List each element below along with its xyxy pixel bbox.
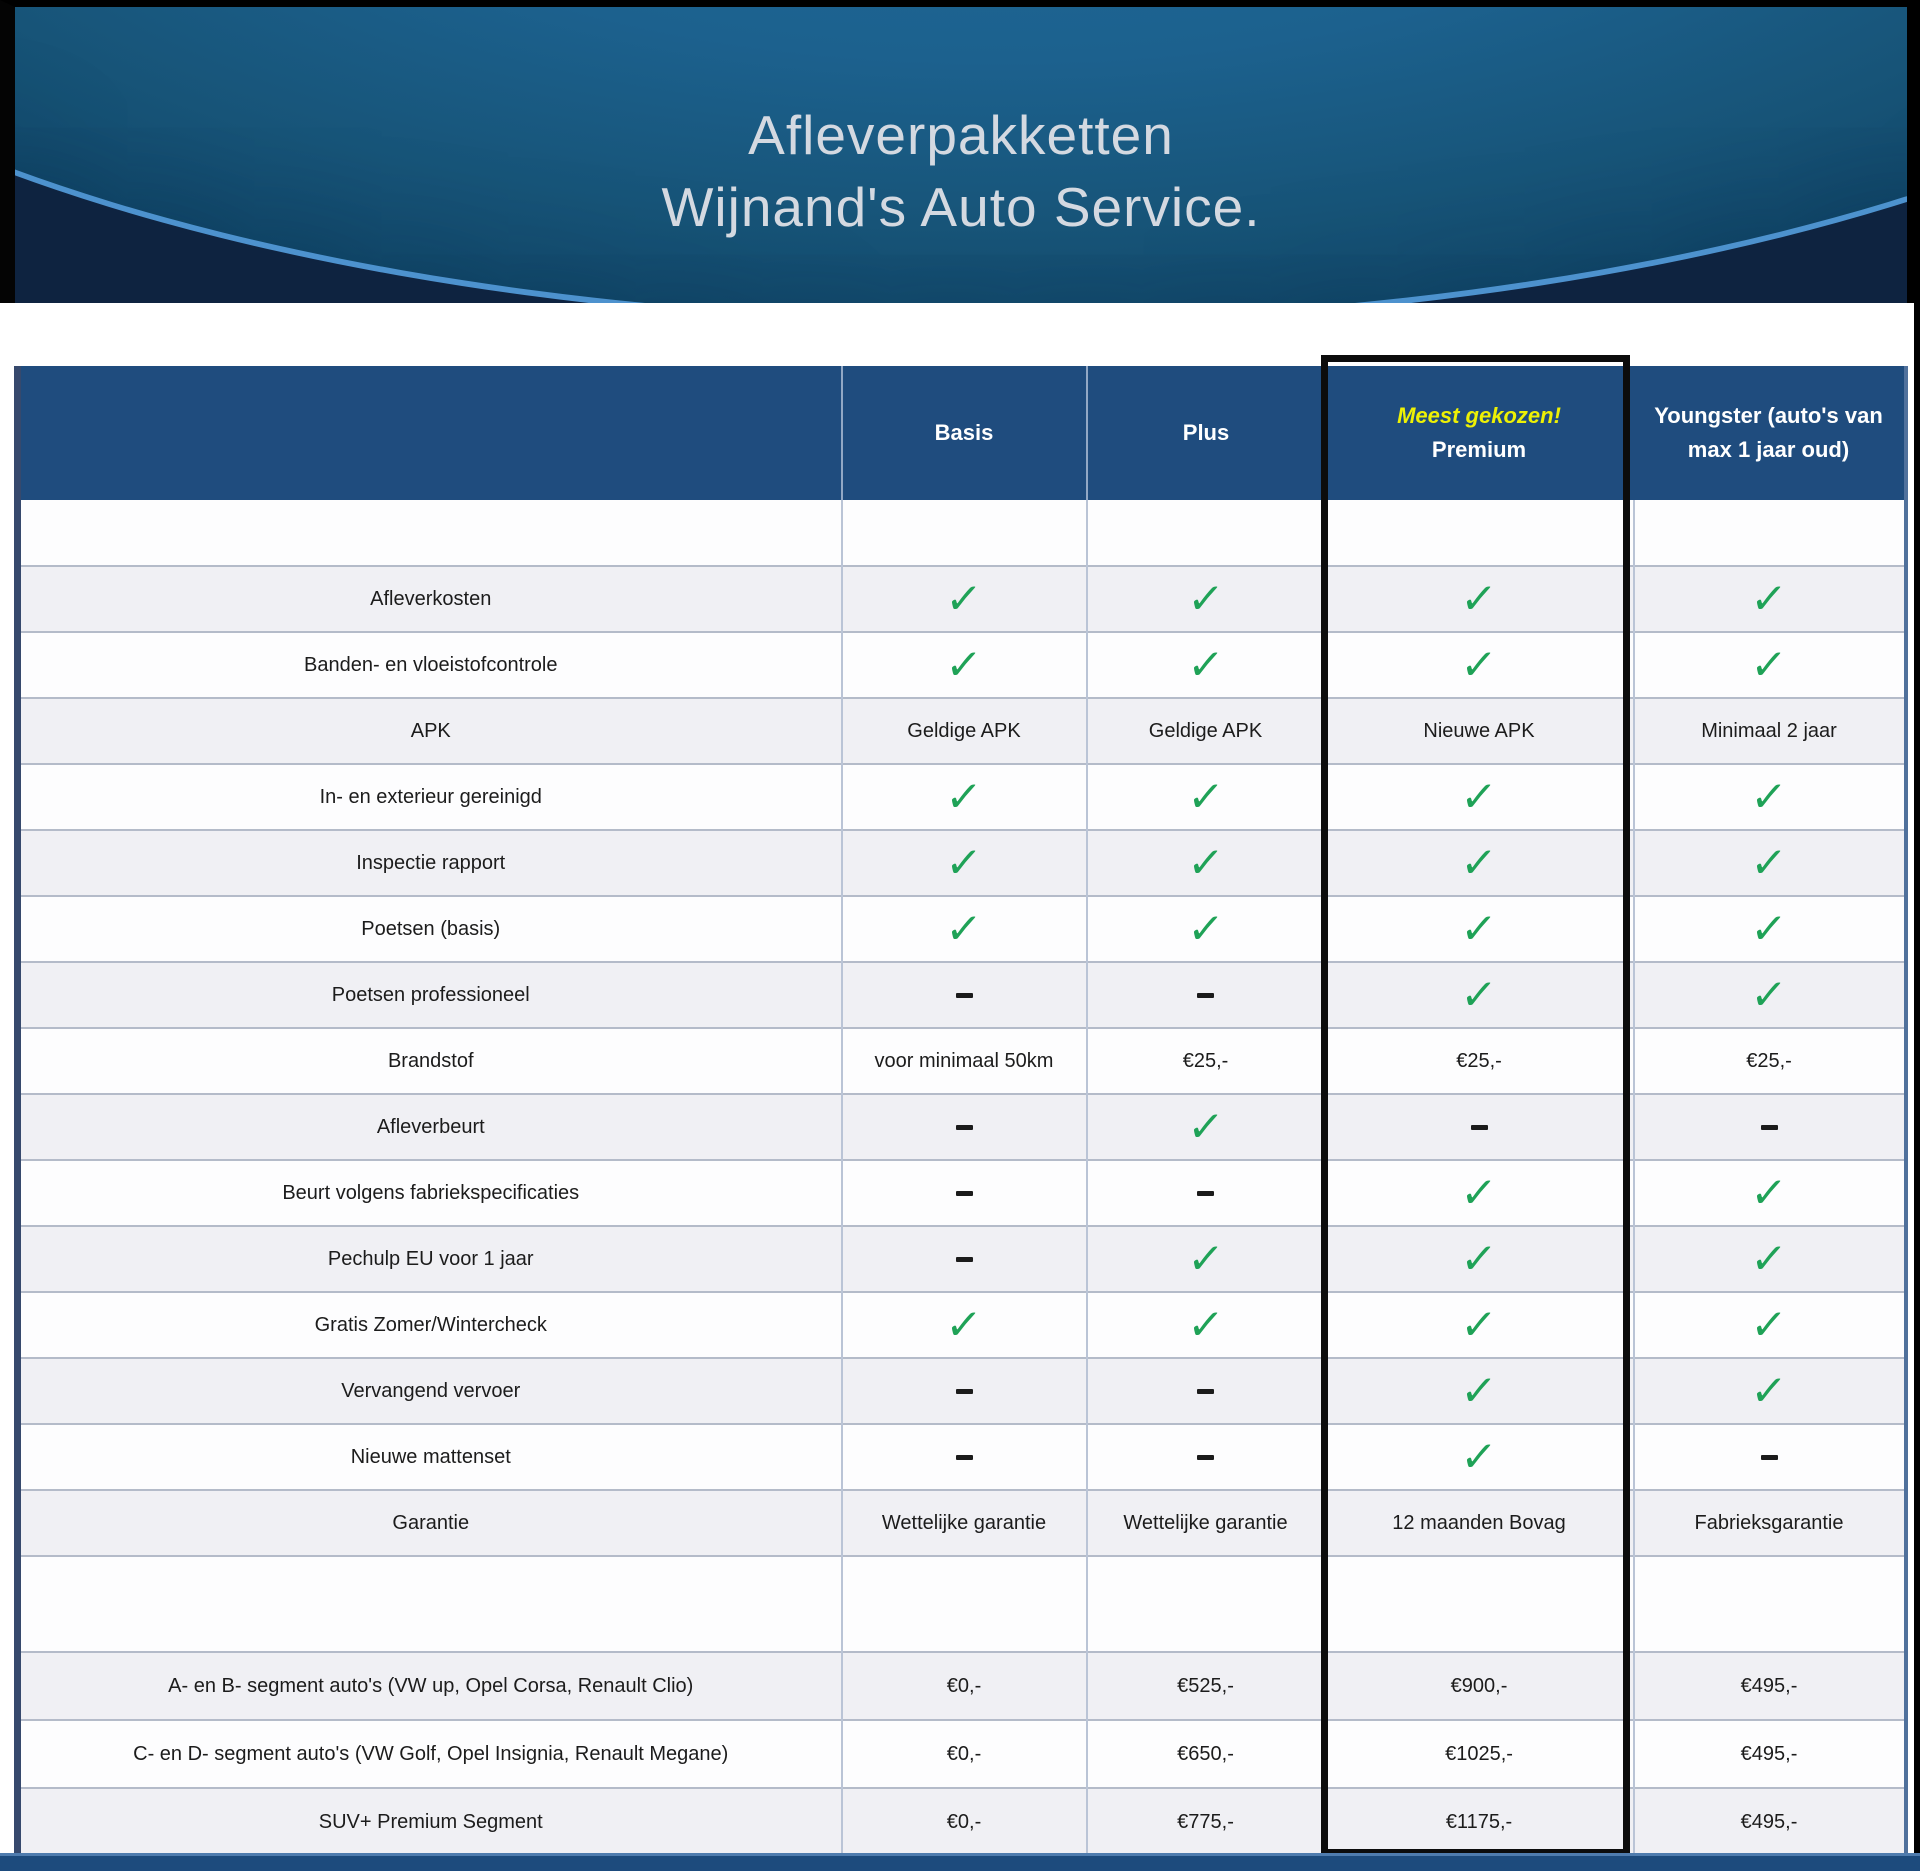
value-cell — [1634, 830, 1906, 896]
check-icon: ✓ — [1748, 838, 1790, 887]
value-cell — [1325, 500, 1634, 566]
value-cell: €25,- — [1087, 1028, 1325, 1094]
value-cell — [1087, 1226, 1325, 1292]
table-row — [18, 1028, 1906, 1094]
dash-icon — [1197, 993, 1214, 998]
value-cell: €1175,- — [1325, 1788, 1634, 1856]
spacer-row — [18, 1556, 1906, 1652]
table-row — [18, 764, 1906, 830]
value-cell: €650,- — [1087, 1720, 1325, 1788]
check-icon: ✓ — [943, 904, 985, 953]
feature-label-cell: Afleverkosten — [18, 566, 842, 632]
column-header-label: Plus — [1182, 420, 1230, 445]
value-cell: Nieuwe APK — [1325, 698, 1634, 764]
check-icon: ✓ — [1458, 640, 1500, 689]
check-icon: ✓ — [1748, 1168, 1790, 1217]
value-cell — [1087, 1292, 1325, 1358]
check-icon: ✓ — [943, 574, 985, 623]
feature-label-cell: Beurt volgens fabriekspecificaties — [18, 1160, 842, 1226]
feature-label-cell: Afleverbeurt — [18, 1094, 842, 1160]
value-cell — [1634, 962, 1906, 1028]
dash-icon — [1197, 1455, 1214, 1460]
feature-label-cell: Pechulp EU voor 1 jaar — [18, 1226, 842, 1292]
value-cell — [1087, 896, 1325, 962]
value-cell — [842, 1160, 1087, 1226]
feature-label-cell: Garantie — [18, 1490, 842, 1556]
check-icon: ✓ — [1458, 772, 1500, 821]
column-header-premium — [1325, 366, 1634, 500]
value-cell — [1634, 1094, 1906, 1160]
feature-label-cell: In- en exterieur gereinigd — [18, 764, 842, 830]
table-row — [18, 830, 1906, 896]
table-row — [18, 1292, 1906, 1358]
value-cell: €900,- — [1325, 1652, 1634, 1720]
value-cell: Wettelijke garantie — [842, 1490, 1087, 1556]
dash-icon — [956, 1455, 973, 1460]
table-row — [18, 1490, 1906, 1556]
feature-label-cell: Inspectie rapport — [18, 830, 842, 896]
value-cell — [842, 830, 1087, 896]
table-row — [18, 1226, 1906, 1292]
value-cell — [842, 1358, 1087, 1424]
value-cell — [1634, 1556, 1906, 1652]
value-cell — [1325, 1424, 1634, 1490]
value-cell — [842, 764, 1087, 830]
table-row — [18, 698, 1906, 764]
check-icon: ✓ — [1748, 1366, 1790, 1415]
column-header-label: Youngster (auto's van max 1 jaar oud) — [1654, 403, 1883, 462]
feature-label-cell — [18, 1556, 842, 1652]
check-icon: ✓ — [1458, 1300, 1500, 1349]
packages-comparison-table — [14, 366, 1908, 1857]
spacer-row — [18, 500, 1906, 566]
check-icon: ✓ — [1185, 838, 1226, 887]
feature-label-cell: Nieuwe mattenset — [18, 1424, 842, 1490]
table-row — [18, 632, 1906, 698]
table-row — [18, 896, 1906, 962]
value-cell — [1634, 1424, 1906, 1490]
value-cell — [1325, 1292, 1634, 1358]
dash-icon — [956, 993, 973, 998]
table-row — [18, 962, 1906, 1028]
value-cell — [842, 1226, 1087, 1292]
table-row — [18, 1424, 1906, 1490]
feature-label-cell: Poetsen (basis) — [18, 896, 842, 962]
table-row — [18, 1358, 1906, 1424]
check-icon: ✓ — [1748, 1234, 1790, 1283]
banner — [0, 0, 1920, 303]
value-cell: €25,- — [1634, 1028, 1906, 1094]
value-cell: €495,- — [1634, 1720, 1906, 1788]
value-cell — [1634, 1292, 1906, 1358]
value-cell — [842, 1094, 1087, 1160]
feature-label-cell: Banden- en vloeistofcontrole — [18, 632, 842, 698]
bottom-bar — [0, 1853, 1920, 1871]
value-cell — [842, 632, 1087, 698]
value-cell — [1325, 1160, 1634, 1226]
value-cell — [1087, 1094, 1325, 1160]
check-icon: ✓ — [1185, 574, 1226, 623]
value-cell — [842, 566, 1087, 632]
value-cell — [1325, 830, 1634, 896]
table-row — [18, 1094, 1906, 1160]
page-title-line2: Wijnand's Auto Service. — [661, 176, 1261, 238]
column-header-plus — [1087, 366, 1325, 500]
feature-label-cell: A- en B- segment auto's (VW up, Opel Corsa, Renault Clio) — [18, 1652, 842, 1720]
check-icon: ✓ — [1748, 904, 1790, 953]
value-cell: Minimaal 2 jaar — [1634, 698, 1906, 764]
value-cell — [1325, 1094, 1634, 1160]
check-icon: ✓ — [1458, 838, 1500, 887]
check-icon: ✓ — [943, 838, 985, 887]
feature-label-cell: Poetsen professioneel — [18, 962, 842, 1028]
column-header-label: Basis — [934, 420, 994, 445]
value-cell: Geldige APK — [842, 698, 1087, 764]
check-icon: ✓ — [1458, 904, 1500, 953]
value-cell — [842, 962, 1087, 1028]
check-icon: ✓ — [943, 640, 985, 689]
table-row — [18, 1652, 1906, 1720]
most-chosen-badge: Meest gekozen! — [1397, 403, 1561, 428]
value-cell — [1087, 764, 1325, 830]
check-icon: ✓ — [1458, 970, 1500, 1019]
value-cell — [1087, 830, 1325, 896]
value-cell — [1634, 1358, 1906, 1424]
dash-icon — [956, 1389, 973, 1394]
value-cell — [1087, 962, 1325, 1028]
value-cell — [1325, 764, 1634, 830]
dash-icon — [1761, 1125, 1778, 1130]
right-edge-border — [1914, 303, 1920, 1857]
value-cell — [842, 896, 1087, 962]
column-header-youngster — [1634, 366, 1906, 500]
value-cell — [1634, 632, 1906, 698]
feature-label-cell: C- en D- segment auto's (VW Golf, Opel Insignia, Renault Megane) — [18, 1720, 842, 1788]
value-cell — [1325, 566, 1634, 632]
value-cell: €25,- — [1325, 1028, 1634, 1094]
value-cell — [842, 1556, 1087, 1652]
check-icon: ✓ — [1458, 1432, 1500, 1481]
value-cell: Fabrieksgarantie — [1634, 1490, 1906, 1556]
value-cell: Wettelijke garantie — [1087, 1490, 1325, 1556]
value-cell: voor minimaal 50km — [842, 1028, 1087, 1094]
check-icon: ✓ — [1748, 640, 1790, 689]
value-cell — [1325, 962, 1634, 1028]
table-row — [18, 1788, 1906, 1856]
check-icon: ✓ — [1748, 970, 1790, 1019]
check-icon: ✓ — [1458, 1234, 1500, 1283]
check-icon: ✓ — [1185, 1234, 1226, 1283]
check-icon: ✓ — [1185, 1300, 1226, 1349]
check-icon: ✓ — [1185, 640, 1226, 689]
check-icon: ✓ — [1185, 772, 1226, 821]
value-cell: Geldige APK — [1087, 698, 1325, 764]
feature-label-cell: APK — [18, 698, 842, 764]
check-icon: ✓ — [943, 772, 985, 821]
table-row — [18, 1160, 1906, 1226]
value-cell: €495,- — [1634, 1788, 1906, 1856]
value-cell — [1634, 500, 1906, 566]
check-icon: ✓ — [1185, 904, 1226, 953]
value-cell: €775,- — [1087, 1788, 1325, 1856]
page-title-line1: Afleverpakketten — [748, 104, 1174, 166]
value-cell — [1325, 1358, 1634, 1424]
value-cell — [1087, 1424, 1325, 1490]
check-icon: ✓ — [1748, 772, 1790, 821]
page-title — [15, 99, 1907, 243]
check-icon: ✓ — [1748, 574, 1790, 623]
value-cell: €525,- — [1087, 1652, 1325, 1720]
value-cell: €0,- — [842, 1652, 1087, 1720]
value-cell — [842, 500, 1087, 566]
check-icon: ✓ — [1748, 1300, 1790, 1349]
value-cell: €495,- — [1634, 1652, 1906, 1720]
value-cell — [1634, 1160, 1906, 1226]
check-icon: ✓ — [1185, 1102, 1226, 1151]
value-cell — [1087, 1160, 1325, 1226]
value-cell — [842, 1424, 1087, 1490]
dash-icon — [956, 1191, 973, 1196]
value-cell: 12 maanden Bovag — [1325, 1490, 1634, 1556]
feature-label-cell: Vervangend vervoer — [18, 1358, 842, 1424]
feature-label-cell — [18, 500, 842, 566]
dash-icon — [1197, 1191, 1214, 1196]
value-cell: €1025,- — [1325, 1720, 1634, 1788]
column-header-basis — [842, 366, 1087, 500]
check-icon: ✓ — [1458, 1366, 1500, 1415]
value-cell — [1325, 1556, 1634, 1652]
table-row — [18, 566, 1906, 632]
value-cell — [1325, 632, 1634, 698]
feature-label-cell: Gratis Zomer/Wintercheck — [18, 1292, 842, 1358]
value-cell — [1325, 896, 1634, 962]
table-header-row — [18, 366, 1906, 500]
column-header-label: Premium — [1431, 437, 1527, 462]
value-cell — [1087, 500, 1325, 566]
feature-label-cell: SUV+ Premium Segment — [18, 1788, 842, 1856]
dash-icon — [956, 1257, 973, 1262]
check-icon: ✓ — [1458, 574, 1500, 623]
column-header-features — [18, 366, 842, 500]
value-cell — [1634, 764, 1906, 830]
table-row — [18, 1720, 1906, 1788]
value-cell — [1325, 1226, 1634, 1292]
value-cell — [1634, 566, 1906, 632]
feature-label-cell: Brandstof — [18, 1028, 842, 1094]
value-cell: €0,- — [842, 1788, 1087, 1856]
value-cell — [1634, 1226, 1906, 1292]
dash-icon — [1761, 1455, 1778, 1460]
dash-icon — [956, 1125, 973, 1130]
value-cell — [1087, 566, 1325, 632]
dash-icon — [1471, 1125, 1488, 1130]
value-cell — [1087, 1556, 1325, 1652]
check-icon: ✓ — [1458, 1168, 1500, 1217]
value-cell: €0,- — [842, 1720, 1087, 1788]
value-cell — [1634, 896, 1906, 962]
value-cell — [842, 1292, 1087, 1358]
dash-icon — [1197, 1389, 1214, 1394]
check-icon: ✓ — [943, 1300, 985, 1349]
value-cell — [1087, 1358, 1325, 1424]
value-cell — [1087, 632, 1325, 698]
